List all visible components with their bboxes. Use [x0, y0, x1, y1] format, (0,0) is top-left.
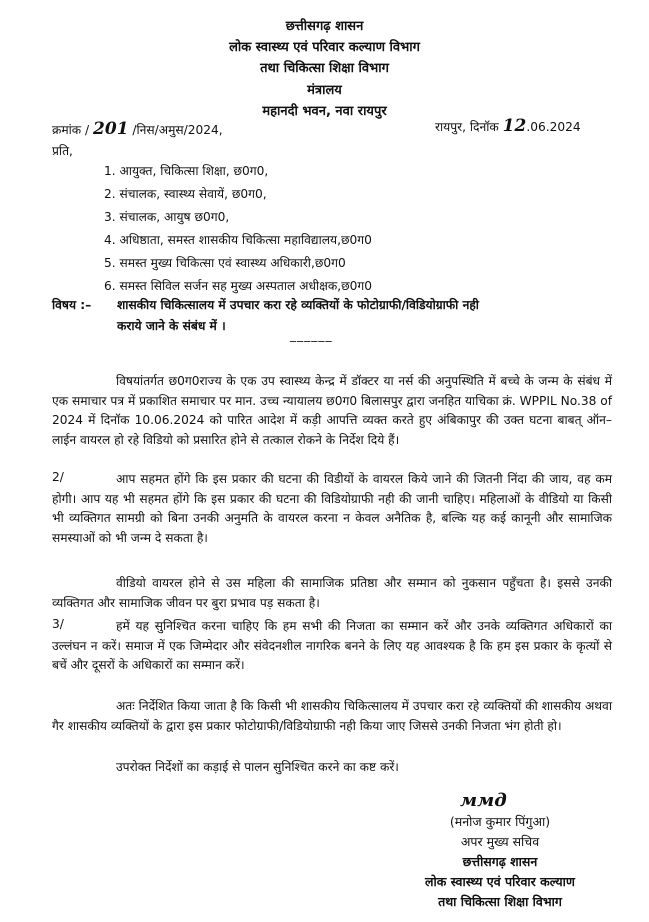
handwritten-day: 12: [502, 116, 527, 136]
signature-scrawl: ммд: [460, 790, 507, 811]
list-item: 2. संचालक, स्वास्थ्य सेवायें, छ0ग0,: [104, 187, 267, 201]
signatory-org-1: छत्तीसगढ़ शासन: [462, 854, 538, 869]
paragraph-3: हमें यह सुनिश्चित करना चाहिए कि हम सभी की निजता का सम्मान करें और उनके व्यक्तिगत अधिकारों का उल्लंघन न करें। समाज में एक जिम्मेदार और संवेदनशील नागरिक बनने के लिए यह आवश्यक है कि हम इस प्रकार के कृत्यों से बचें और दूसरों के अधिकारों का सम्मान करें।: [52, 619, 612, 672]
list-item: 4. अधिष्ठाता, समस्त शासकीय चिकित्सा महाविद्यालय,छ0ग0: [104, 233, 372, 247]
paragraph-number-2: 2/: [52, 470, 64, 484]
list-item: 1. आयुक्त, चिकित्सा शिक्षा, छ0ग0,: [104, 164, 269, 178]
paragraph-1: विषयांतर्गत छ0ग0राज्य के एक उप स्वास्थ्य केन्द्र में डॉक्टर या नर्स की अनुपस्थिति में बच्चे के जन्म के संबंध में एक समाचार पत्र में प्रकाशित समाचार पर मान. उच्च न्यायालय छ0ग0 बिलासपुर द्वारा जनहित याचिका क्रं. WPPIL No.38 of 2024 में दिनॉक 10.06.2024 को पारित आदेश में कड़ी आपत्ति व्यक्त करते हुए अंबिकापुर की उक्त घटना बाबत् ऑन–लाईन वायरल हो रहे विडियो को प्रसारित होने से तत्काल रोकने के निर्देश दिये हैं।: [52, 374, 612, 447]
header-department: लोक स्वास्थ्य एवं परिवार कल्याण विभाग: [229, 40, 420, 55]
paragraph-5: उपरोक्त निर्देशों का कड़ाई से पालन सुनिश्चित करने का कष्ट करें।: [116, 760, 399, 774]
place-date-prefix: रायपुर, दिनॉक: [435, 120, 499, 134]
paragraph-number-3: 3/: [52, 617, 64, 631]
header-ministry: मंत्रालय: [307, 83, 342, 98]
ref-suffix: /निस/अमुस/2024,: [132, 123, 223, 137]
paragraph-2: आप सहमत होंगे कि इस प्रकार की घटना की विडीयों के वायरल किये जाने की जितनी निंदा की जाय, वह कम होगी। आप यह भी सहमत होंगे कि इस प्रकार की घटना की विडियोग्राफी नही की जानी चाहिए। महिलाओं के वीडियो या किसी भी व्यक्तिगत सामग्री को बिना उनकी अनुमति के वायरल करना न केवल अनैतिक है, बल्कि यह कई कानूनी और सामाजिक समस्याओं को भी जन्म दे सकता है।: [52, 472, 612, 545]
list-item: 5. समस्त मुख्य चिकित्सा एवं स्वास्थ्य अधिकारी,छ0ग0: [104, 256, 346, 270]
subject-underline: ______: [290, 328, 333, 342]
paragraph-2b: वीडियो वायरल होने से उस महिला की सामाजिक प्रतिष्ठा और सम्मान को नुकसान पहुँचता है। इससे उनकी व्यक्तिगत और सामाजिक जीवन पर बुरा प्रभाव पड़ सकता है।: [52, 576, 612, 610]
list-item: 6. समस्त सिविल सर्जन सह मुख्य अस्पताल अधीक्षक,छ0ग0: [104, 279, 372, 293]
header-govt: छत्तीसगढ़ शासन: [285, 19, 364, 34]
ref-handwritten-number: 201: [93, 119, 129, 139]
signatory-org-2: लोक स्वास्थ्य एवं परिवार कल्याण: [425, 874, 575, 889]
signatory-designation: अपर मुख्य सचिव: [460, 834, 540, 849]
to-label: प्रति,: [52, 144, 73, 158]
header-address: महानदी भवन, नवा रायपुर: [262, 104, 387, 119]
header-department-2: तथा चिकित्सा शिक्षा विभाग: [260, 61, 389, 76]
reference-number: [52, 119, 223, 139]
month-year: .06.2024: [526, 120, 581, 134]
place-date: [435, 116, 581, 136]
signatory-name: (मनोज कुमार पिंगुआ): [449, 814, 551, 829]
subject-line-2: कराये जाने के संबंध में ।: [117, 319, 226, 333]
paragraph-4: अतः निर्देशित किया जाता है कि किसी भी शासकीय चिकित्सालय में उपचार करा रहे व्यक्तियों की शासकीय अथवा गैर शासकीय व्यक्तियों के द्वारा इस प्रकार फोटोग्राफी/विडियोग्राफी नही किया जाए जिससे उनकी निजता भंग होती हो।: [52, 699, 612, 733]
signatory-org-3: तथा चिकित्सा शिक्षा विभाग: [438, 894, 562, 909]
subject-label: विषय :–: [52, 298, 92, 312]
subject-line-1: शासकीय चिकित्सालय में उपचार करा रहे व्यक्तियों के फोटोग्राफी/विडियोग्राफी नही: [117, 298, 479, 312]
signatory-block: [380, 812, 620, 912]
ref-prefix: क्रमांक /: [52, 123, 90, 137]
list-item: 3. संचालक, आयुष छ0ग0,: [104, 210, 230, 224]
recipient-list: [104, 160, 372, 298]
